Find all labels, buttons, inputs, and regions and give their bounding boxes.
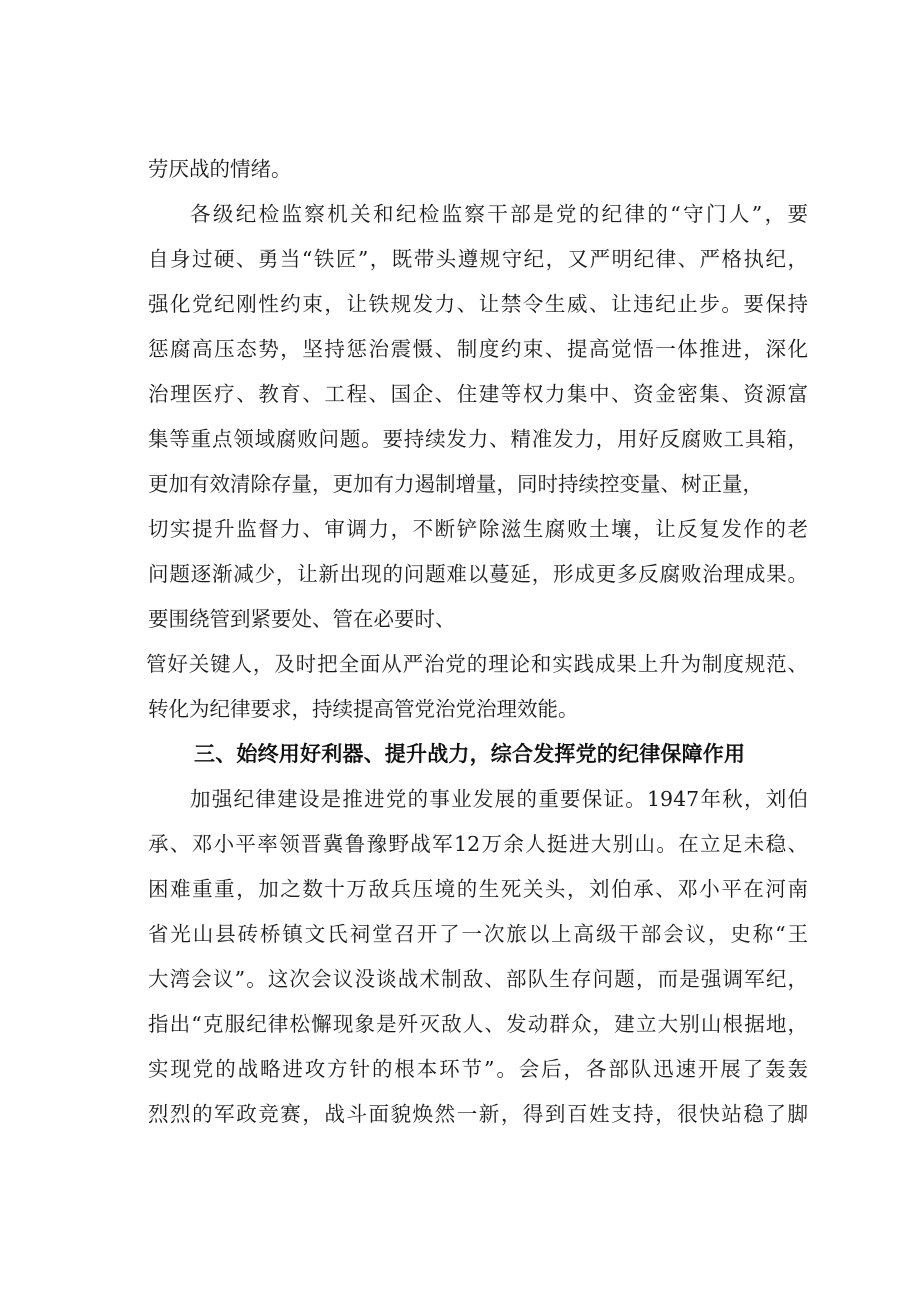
text-line-1: 劳厌战的情绪。 bbox=[148, 157, 292, 181]
text-line-21: 实现党的战略进攻方针的根本环节”。会后，各部队迅速开展了轰轰 bbox=[148, 1057, 808, 1081]
text-line-22: 烈烈的军政竞赛，战斗面貌焕然一新，得到百姓支持，很快站稳了脚 bbox=[148, 1102, 808, 1126]
text-line-19: 大湾会议”。这次会议没谈战术制敌、部队生存问题，而是强调军纪， bbox=[148, 967, 808, 991]
body-text bbox=[148, 147, 808, 1137]
text-line-11: 要围绕管到紧要处、管在必要时、 bbox=[148, 607, 456, 631]
text-line-8: 更加有效清除存量，更加有力遏制增量，同时持续控变量、树正量， bbox=[148, 472, 763, 496]
text-line-6: 治理医疗、教育、工程、国企、住建等权力集中、资金密集、资源富 bbox=[148, 382, 808, 406]
text-line-20: 指出“克服纪律松懈现象是歼灭敌人、发动群众，建立大别山根据地， bbox=[148, 1012, 808, 1036]
text-line-17: 困难重重，加之数十万敌兵压境的生死关头，刘伯承、邓小平在河南 bbox=[148, 877, 808, 901]
text-line-3: 自身过硬、勇当“铁匠”，既带头遵规守纪，又严明纪律、严格执纪， bbox=[148, 247, 808, 271]
text-line-10: 问题逐渐减少，让新出现的问题难以蔓延，形成更多反腐败治理成果。 bbox=[148, 562, 808, 586]
text-line-18: 省光山县砖桥镇文氏祠堂召开了一次旅以上高级干部会议，史称“王 bbox=[148, 922, 808, 946]
text-line-7: 集等重点领域腐败问题。要持续发力、精准发力，用好反腐败工具箱， bbox=[148, 427, 808, 451]
text-line-4: 强化党纪刚性约束，让铁规发力、让禁令生威、让违纪止步。要保持 bbox=[148, 292, 808, 316]
text-line-16: 承、邓小平率领晋冀鲁豫野战军12万余人挺进大别山。在立足未稳、 bbox=[148, 832, 808, 856]
text-line-13: 转化为纪律要求，持续提高管党治党治理效能。 bbox=[148, 697, 579, 721]
text-line-2: 各级纪检监察机关和纪检监察干部是党的纪律的“守门人”，要 bbox=[190, 202, 808, 226]
section-heading: 三、始终用好利器、提升战力，综合发挥党的纪律保障作用 bbox=[194, 742, 746, 766]
text-line-5: 惩腐高压态势，坚持惩治震慑、制度约束、提高觉悟一体推进，深化 bbox=[148, 337, 808, 361]
text-line-15: 加强纪律建设是推进党的事业发展的重要保证。1947年秋，刘伯 bbox=[190, 787, 808, 811]
text-line-9: 切实提升监督力、审调力，不断铲除滋生腐败土壤，让反复发作的老 bbox=[148, 517, 808, 541]
text-line-12: 管好关键人，及时把全面从严治党的理论和实践成果上升为制度规范、 bbox=[146, 652, 808, 676]
